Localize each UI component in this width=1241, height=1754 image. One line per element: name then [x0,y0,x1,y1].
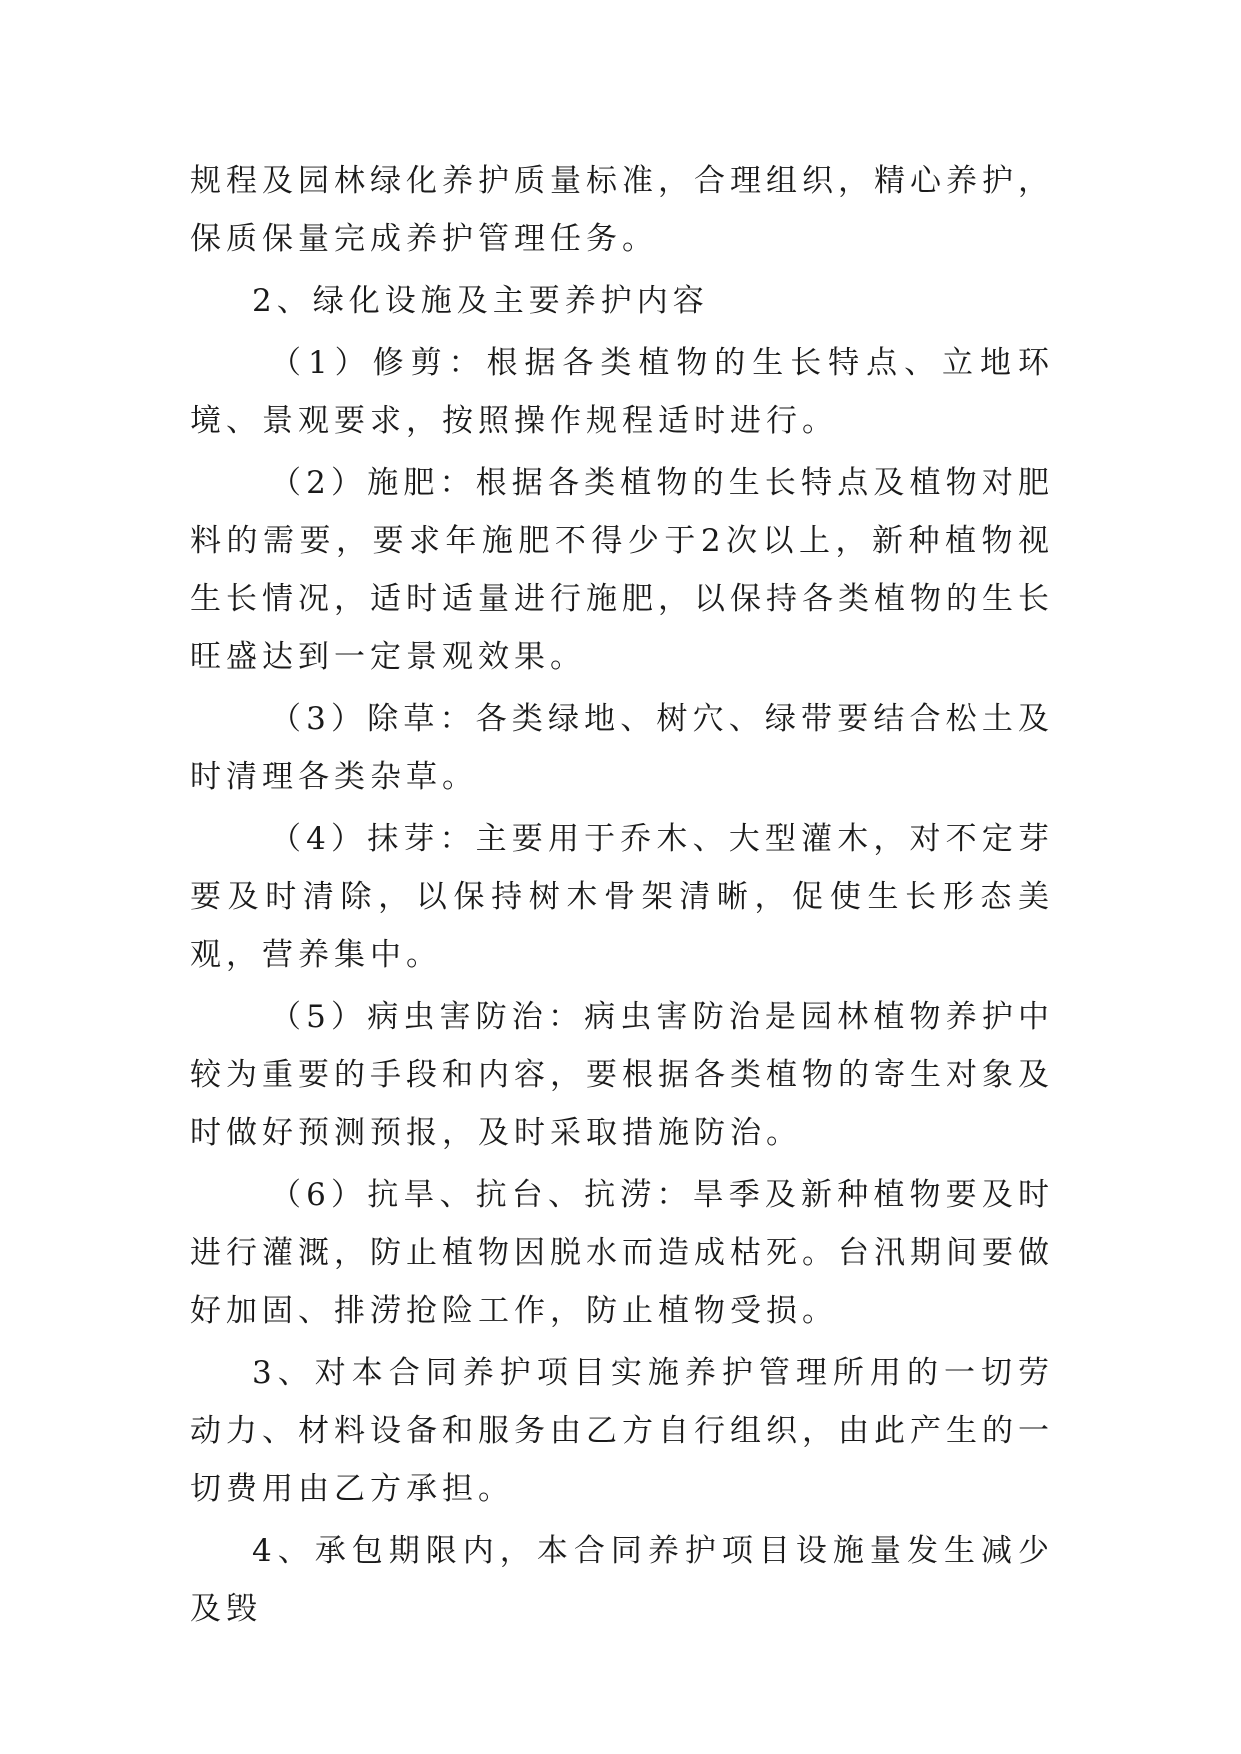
section-heading-2: 2、绿化设施及主要养护内容 [252,283,709,319]
item-fertilizing: （2）施肥：根据各类植物的生长特点及植物对肥料的需要，要求年施肥不得少于2次以上，新种植物视生长情况，适时适量进行施肥，以保持各类植物的生长旺盛达到一定景观效果。 [190,465,1054,675]
item-drought-typhoon-flood: （6）抗旱、抗台、抗涝：旱季及新种植物要及时进行灌溉，防止植物因脱水而造成枯死。台汛期间要做好加固、排涝抢险工作，防止植物受损。 [190,1177,1054,1329]
item-pruning: （1）修剪：根据各类植物的生长特点、立地环境、景观要求，按照操作规程适时进行。 [190,345,1054,439]
paragraph-continuation: 规程及园林绿化养护质量标准，合理组织，精心养护，保质保量完成养护管理任务。 [190,163,1054,257]
item-bud-removal: （4）抹芽：主要用于乔木、大型灌木，对不定芽要及时清除，以保持树木骨架清晰，促使生长形态美观，营养集中。 [190,821,1054,973]
item-pest-control: （5）病虫害防治：病虫害防治是园林植物养护中较为重要的手段和内容，要根据各类植物的寄生对象及时做好预测预报，及时采取措施防治。 [190,999,1054,1151]
item-weeding: （3）除草：各类绿地、树穴、绿带要结合松土及时清理各类杂草。 [190,701,1054,795]
document-body [190,152,1054,1642]
section-4-paragraph: 4、承包期限内，本合同养护项目设施量发生减少及毁 [190,1533,1054,1627]
section-3-paragraph: 3、对本合同养护项目实施养护管理所用的一切劳动力、材料设备和服务由乙方自行组织，由此产生的一切费用由乙方承担。 [190,1355,1054,1507]
